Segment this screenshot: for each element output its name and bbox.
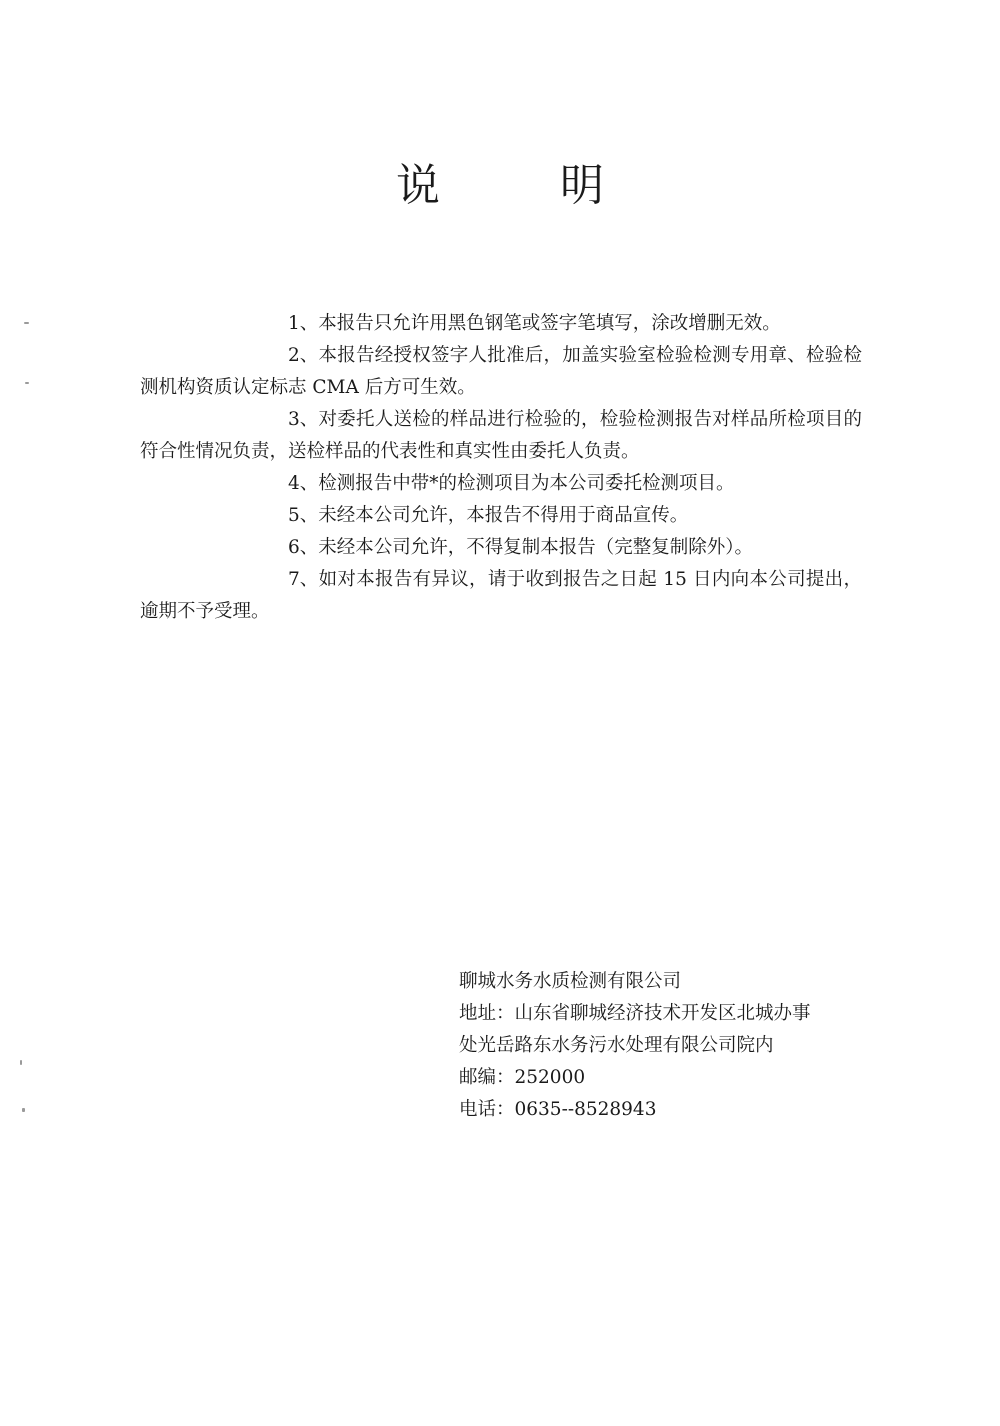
company-address-line-1: 地址：山东省聊城经济技术开发区北城办事: [459, 1003, 811, 1024]
note-number: 4、: [288, 473, 319, 494]
title-char-1: 说: [396, 160, 440, 211]
note-text: 如对本报告有异议，请于收到报告之日起 15 日内向本公司提出，逾期不予受理。: [140, 569, 862, 622]
scan-speck: [25, 382, 29, 384]
note-number: 6、: [288, 537, 319, 558]
note-text: 未经本公司允许，不得复制本报告（完整复制除外）。: [318, 537, 754, 558]
note-number: 3、: [288, 409, 319, 430]
note-item-3: [140, 404, 862, 468]
note-text: 本报告只允许用黑色钢笔或签字笔填写，涂改增删无效。: [318, 313, 781, 334]
note-item-6: [140, 532, 862, 564]
scan-speck: [22, 1108, 25, 1112]
note-number: 2、: [288, 345, 319, 366]
note-text: 对委托人送检的样品进行检验的，检验检测报告对样品所检项目的符合性情况负责，送检样品的代表性和真实性由委托人负责。: [140, 409, 862, 462]
note-item-7: [140, 564, 862, 628]
note-item-2: [140, 340, 862, 404]
title-char-2: 明: [560, 160, 604, 211]
note-number: 1、: [288, 313, 319, 334]
company-address-line-2: 处光岳路东水务污水处理有限公司院内: [459, 1035, 774, 1056]
company-phone: 电话：0635--8528943: [459, 1099, 657, 1120]
page-title: [0, 158, 1000, 214]
company-postcode: 邮编：252000: [459, 1067, 586, 1088]
note-item-1: [140, 308, 862, 340]
notes-list: [140, 308, 862, 628]
company-info: [459, 966, 879, 1126]
scan-speck: [24, 322, 29, 324]
note-number: 7、: [288, 569, 319, 590]
note-text: 检测报告中带*的检测项目为本公司委托检测项目。: [318, 473, 735, 494]
scan-speck: [20, 1060, 22, 1065]
note-item-4: [140, 468, 862, 500]
company-name: 聊城水务水质检测有限公司: [459, 971, 682, 992]
note-number: 5、: [288, 505, 319, 526]
note-item-5: [140, 500, 862, 532]
note-text: 未经本公司允许，本报告不得用于商品宣传。: [318, 505, 689, 526]
note-text: 本报告经授权签字人批准后，加盖实验室检验检测专用章、检验检测机构资质认定标志 CMA 后方可生效。: [140, 345, 862, 398]
